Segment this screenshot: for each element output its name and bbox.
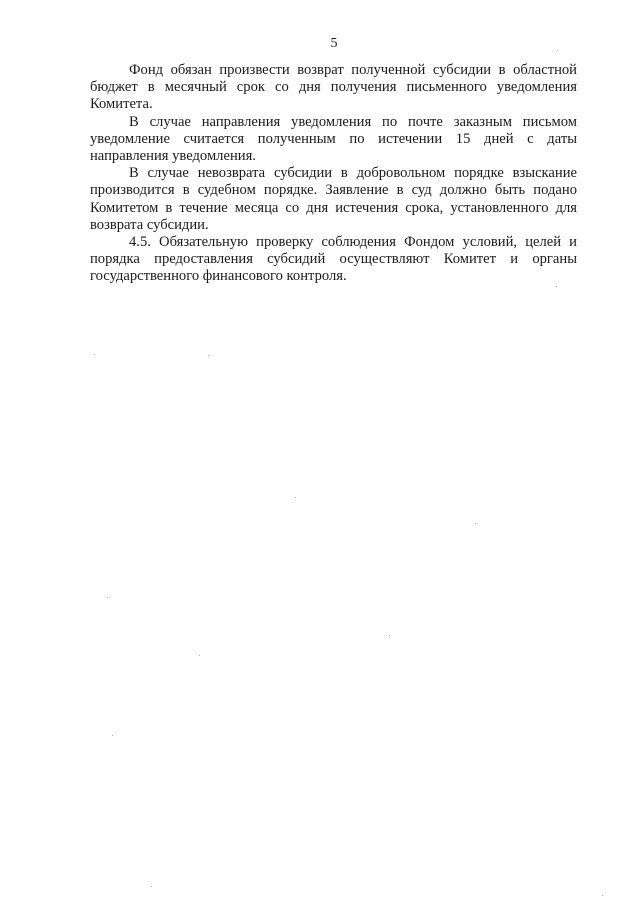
document-body (90, 62, 577, 286)
scan-speck (556, 286, 557, 287)
scan-speck (112, 735, 113, 736)
scan-speck (208, 355, 209, 356)
scan-speck (475, 523, 476, 524)
scan-speck (557, 50, 558, 51)
scan-speck (389, 635, 390, 636)
scan-speck (151, 886, 152, 887)
paragraph-notification-mail: В случае направления уведомления по почте заказным письмом уведомление считается полученным по истечении 15 дней с даты направления уведомления. (90, 113, 577, 165)
paragraph-subsidy-return: Фонд обязан произвести возврат полученной субсидии в областной бюджет в месячный срок со дня получения письменного уведомления Комитета. (90, 62, 577, 113)
scan-speck (199, 655, 200, 656)
scan-speck (602, 895, 603, 896)
scan-speck (107, 597, 108, 598)
page-number: 5 (330, 36, 338, 51)
scan-speck (295, 497, 296, 498)
paragraph-compliance-check: 4.5. Обязательную проверку соблюдения Фондом условий, целей и порядка предоставления субсидий осуществляют Комитет и органы государственного финансового контроля. (90, 234, 577, 285)
paragraph-court-recovery: В случае невозврата субсидии в добровольном порядке взыскание производится в судебном порядке. Заявление в суд должно быть подано Комитетом в течение месяца со дня истечения срока, установленного для возврата субсидии. (90, 165, 577, 233)
scan-speck (94, 354, 95, 355)
